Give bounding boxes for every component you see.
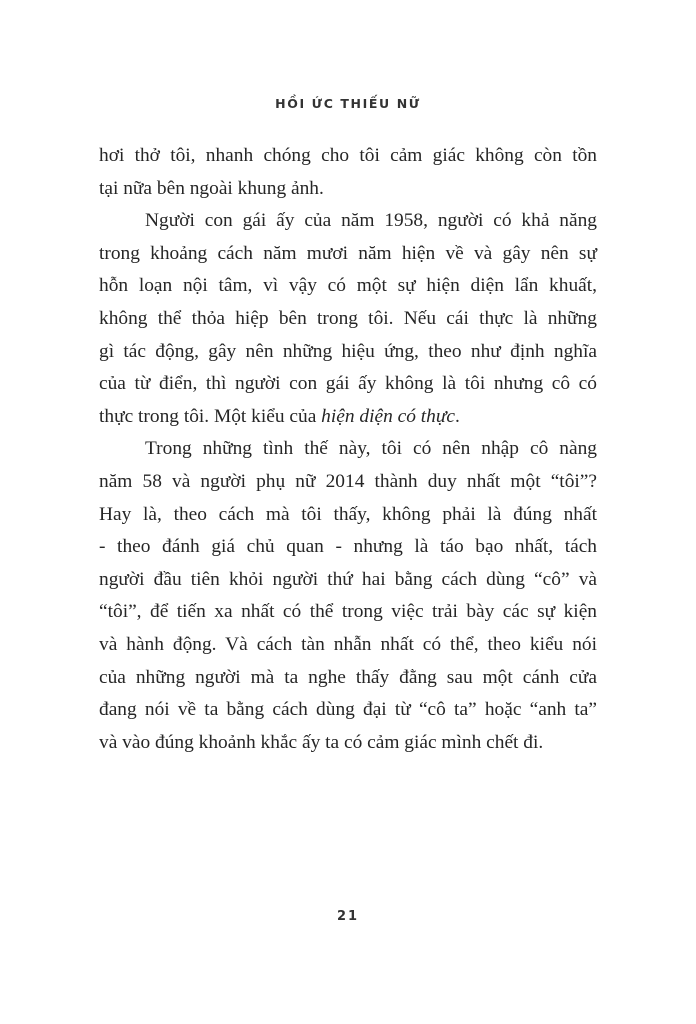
text-line: Hay là, theo cách mà tôi thấy, không phải là đúng nhất [99,503,597,525]
text-line: tại nữa bên ngoài khung ảnh. [99,177,324,199]
body-text [99,140,597,759]
text-line: năm 58 và người phụ nữ 2014 thành duy nhất một “tôi”? [99,470,597,492]
text-line: người đầu tiên khỏi người thứ hai bằng cách dùng “cô” và [99,568,597,590]
text-line: đang nói về ta bằng cách dùng đại từ “cô ta” hoặc “anh ta” [99,699,597,721]
text-line: Trong những tình thế này, tôi có nên nhập cô nàng [145,438,597,460]
running-head: HỒI ỨC THIẾU NỮ [275,96,421,111]
italic-phrase: hiện diện có thực [321,405,456,427]
text-line: không thể thỏa hiệp bên trong tôi. Nếu cái thực là những [99,307,597,329]
text-line: hỗn loạn nội tâm, vì vậy có một sự hiện diện lẩn khuất, [99,275,597,297]
text-line: - theo đánh giá chủ quan - nhưng là táo bạo nhất, tách [99,536,597,558]
text-line: trong khoảng cách năm mươi năm hiện về và gây nên sự [99,242,597,264]
text-line: của từ điển, thì người con gái ấy không là tôi nhưng cô có [99,373,597,395]
text-line: hơi thở tôi, nhanh chóng cho tôi cảm giác không còn tồn [99,145,597,166]
text-line: và hành động. Và cách tàn nhẫn nhất có thể, theo kiểu nói [99,633,597,655]
text-line: “tôi”, để tiến xa nhất có thể trong việc trải bày các sự kiện [99,601,597,623]
page-number: 21 [336,909,360,924]
text-line: Người con gái ấy của năm 1958, người có khả năng [145,210,597,232]
text-line: của những người mà ta nghe thấy đằng sau một cánh cửa [99,666,597,688]
text-line: và vào đúng khoảnh khắc ấy ta có cảm giác mình chết đi. [99,731,544,753]
text-line: gì tác động, gây nên những hiệu ứng, theo như định nghĩa [99,340,597,362]
text-line [99,401,597,434]
text-run: thực trong tôi. Một kiểu của [99,405,322,427]
text-run: . [455,405,460,427]
